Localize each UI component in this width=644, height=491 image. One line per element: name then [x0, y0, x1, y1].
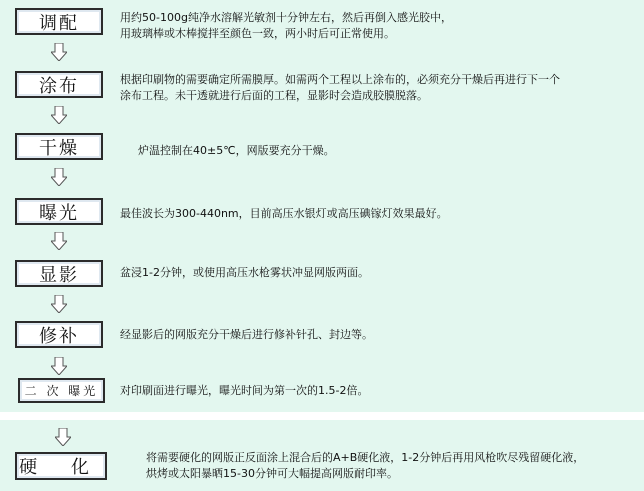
desc-line: 经显影后的网版充分干燥后进行修补针孔、封边等。 [120, 328, 373, 341]
desc-line: 将需要硬化的网版正反面涂上混合后的A+B硬化液，1-2分钟后再用风枪吹尽残留硬化液， [146, 451, 585, 464]
desc-line: 根据印刷物的需要确定所需膜厚。如需两个工程以上涂布的，必须充分干燥后再进行下一个 [120, 73, 560, 86]
step-box-developing [15, 260, 103, 287]
step-desc-second-exposure [120, 383, 368, 399]
down-arrow-icon [51, 232, 67, 250]
step-label: 硬 化 [19, 457, 103, 478]
step-label: 曝光 [39, 202, 79, 224]
down-arrow-icon [51, 357, 67, 375]
step-desc-mix [120, 10, 452, 42]
down-arrow-icon [55, 428, 71, 446]
down-arrow-icon [51, 43, 67, 61]
step-box-exposure [15, 198, 103, 225]
step-desc-coating [120, 72, 560, 104]
desc-line: 炉温控制在40±5℃，网版要充分干燥。 [138, 144, 335, 157]
desc-line: 最佳波长为300-440nm，目前高压水银灯或高压碘镓灯效果最好。 [120, 207, 448, 220]
step-box-hardening [15, 452, 107, 480]
step-desc-drying [138, 143, 335, 159]
step-desc-developing [120, 265, 369, 281]
desc-line: 盆浸1-2分钟，或使用高压水枪雾状冲显网版两面。 [120, 266, 369, 279]
step-box-drying [15, 133, 103, 160]
down-arrow-icon [51, 295, 67, 313]
down-arrow-icon [51, 168, 67, 186]
step-desc-repair [120, 327, 373, 343]
step-label: 调配 [39, 12, 79, 34]
step-box-mix [15, 8, 103, 35]
step-box-repair [15, 321, 103, 348]
step-desc-exposure [120, 206, 448, 222]
desc-line: 对印刷面进行曝光，曝光时间为第一次的1.5-2倍。 [120, 384, 369, 397]
step-label: 修补 [39, 325, 79, 347]
desc-line: 烘烤或太阳暴晒15-30分钟可大幅提高网版耐印率。 [146, 467, 398, 480]
step-label: 显影 [39, 264, 79, 286]
step-label: 涂布 [39, 75, 79, 97]
desc-line: 用约50-100g纯净水溶解光敏剂十分钟左右，然后再倒入感光胶中， [120, 11, 452, 24]
step-label: 干燥 [39, 137, 79, 159]
desc-line: 用玻璃棒或木棒搅拌至颜色一致，两小时后可正常使用。 [120, 27, 395, 40]
step-box-second-exposure [18, 378, 105, 403]
down-arrow-icon [51, 106, 67, 124]
step-desc-hardening [146, 450, 584, 482]
desc-line: 涂布工程。未干透就进行后面的工程，显影时会造成胶膜脱落。 [120, 89, 428, 102]
step-box-coating [15, 71, 103, 98]
step-label: 二 次 曝光 [24, 384, 99, 398]
